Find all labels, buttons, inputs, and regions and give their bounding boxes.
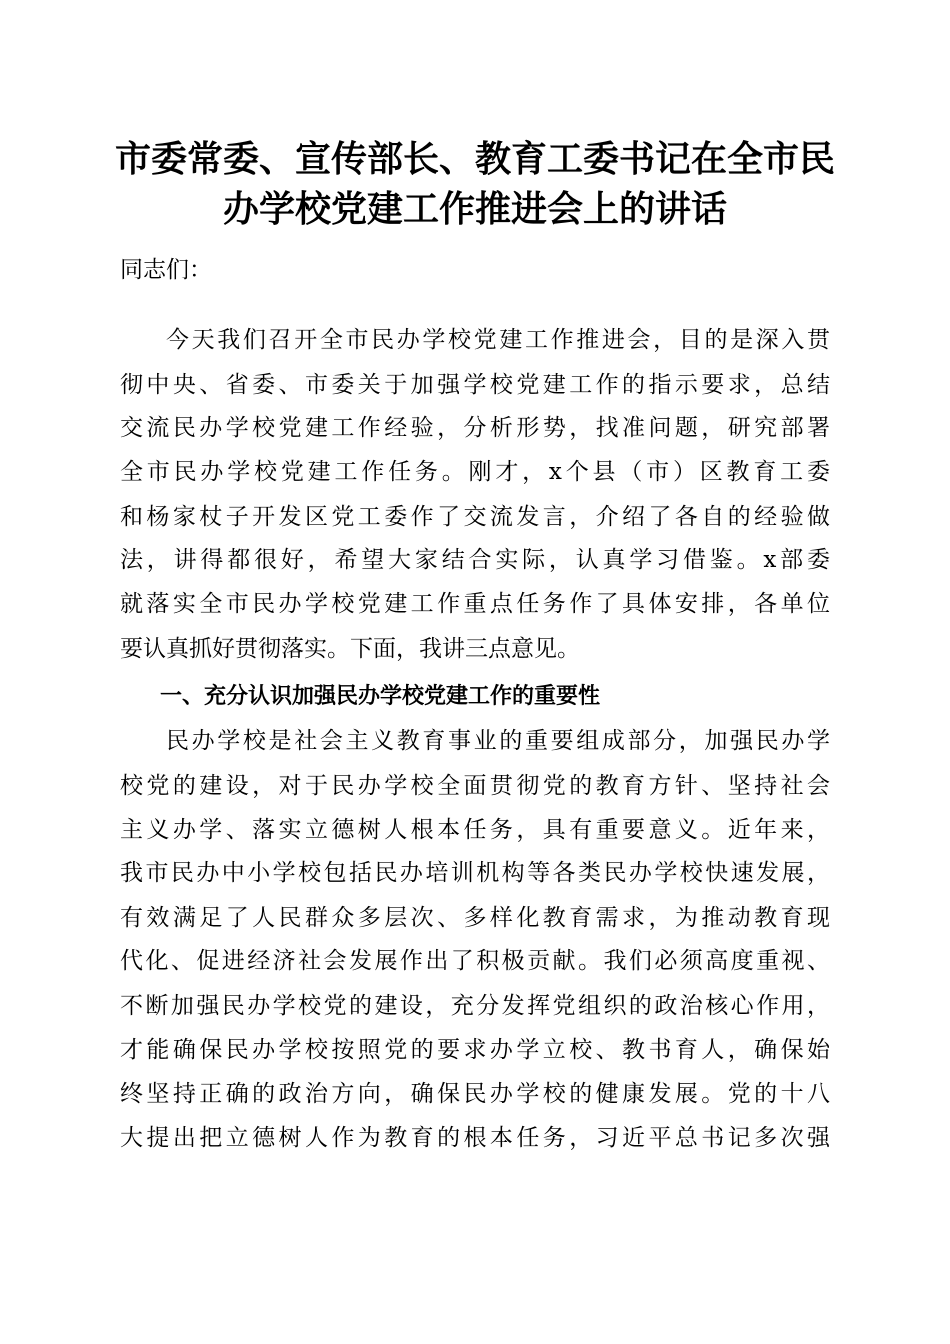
- section-line: 终坚持正确的政治方向，确保民办学校的健康发展。党的十八: [120, 1081, 830, 1107]
- intro-line: 就落实全市民办学校党建工作重点任务作了具体安排，各单位: [120, 591, 830, 617]
- section-line: 有效满足了人民群众多层次、多样化教育需求，为推动教育现: [120, 905, 830, 931]
- section-line: 代化、促进经济社会发展作出了积极贡献。我们必须高度重视、: [120, 948, 830, 974]
- section-line: 大提出把立德树人作为教育的根本任务，习近平总书记多次强: [120, 1125, 830, 1151]
- intro-line: 法，讲得都很好，希望大家结合实际，认真学习借鉴。x部委: [120, 547, 830, 573]
- section-line: 民办学校是社会主义教育事业的重要组成部分，加强民办学: [166, 728, 830, 754]
- salutation: 同志们：: [120, 257, 212, 283]
- intro-line: 彻中央、省委、市委关于加强学校党建工作的指示要求，总结: [120, 372, 830, 398]
- section-line: 校党的建设，对于民办学校全面贯彻党的教育方针、坚持社会: [120, 773, 830, 799]
- section-line: 才能确保民办学校按照党的要求办学立校、教书育人，确保始: [120, 1037, 830, 1063]
- document-title-line-2: 办学校党建工作推进会上的讲话: [222, 188, 727, 230]
- section-line: 我市民办中小学校包括民办培训机构等各类民办学校快速发展，: [120, 860, 830, 886]
- intro-line: 全市民办学校党建工作任务。刚才，x个县（市）区教育工委: [120, 459, 830, 485]
- intro-line: 要认真抓好贯彻落实。下面，我讲三点意见。: [120, 636, 580, 662]
- section-line: 主义办学、落实立德树人根本任务，具有重要意义。近年来，: [120, 817, 830, 843]
- section-line: 不断加强民办学校党的建设，充分发挥党组织的政治核心作用，: [120, 993, 830, 1019]
- intro-line: 今天我们召开全市民办学校党建工作推进会，目的是深入贯: [166, 327, 830, 353]
- document-title-line-1: 市委常委、宣传部长、教育工委书记在全市民: [114, 138, 835, 180]
- intro-line: 交流民办学校党建工作经验，分析形势，找准问题，研究部署: [120, 415, 830, 441]
- intro-line: 和杨家杖子开发区党工委作了交流发言，介绍了各自的经验做: [120, 504, 830, 530]
- section-heading: 一、充分认识加强民办学校党建工作的重要性: [160, 684, 601, 709]
